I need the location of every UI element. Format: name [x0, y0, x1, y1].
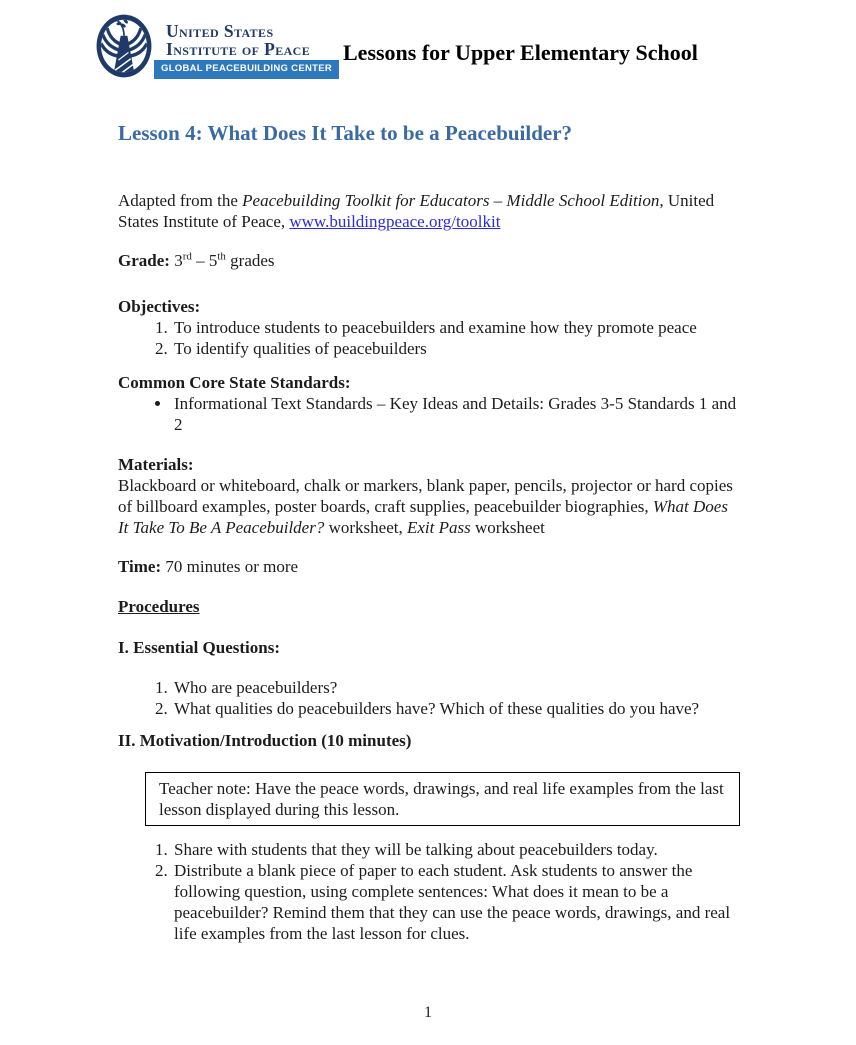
grade-value-3: grades	[225, 251, 275, 270]
procedures-heading: Procedures	[118, 597, 200, 616]
objectives-list	[118, 317, 740, 359]
materials-section	[118, 454, 740, 538]
adapted-text-1: Adapted from the	[118, 191, 243, 210]
time-label: Time:	[118, 557, 162, 576]
list-item: 2. To identify qualities of peacebuilders	[172, 338, 740, 359]
adapted-italic-title: Peacebuilding Toolkit for Educators – Middle School Edition	[242, 191, 660, 210]
adapted-text-2: , United States Institute of Peace,	[118, 191, 715, 231]
list-item: • Informational Text Standards – Key Ideas and Details: Grades 3-5 Standards 1 and 2	[172, 393, 740, 435]
materials-text-1: Blackboard or whiteboard, chalk or markers, blank paper, pencils, projector or hard copies of billboard examples, poster boards, craft supplies, peacebuilder biographies,	[118, 476, 733, 516]
essential-questions-section	[118, 637, 740, 719]
grade-value-2: – 5	[191, 251, 218, 270]
materials-italic-2: Exit Pass	[406, 518, 471, 537]
common-core-section	[118, 372, 740, 435]
usip-org-line1: United States	[166, 21, 274, 41]
common-core-list	[118, 393, 740, 435]
usip-org-name	[154, 22, 339, 58]
header-title: Lessons for Upper Elementary School	[343, 40, 698, 65]
materials-label: Materials:	[118, 455, 194, 474]
list-item: 1. Who are peacebuilders?	[172, 677, 740, 698]
time-value: 70 minutes or more	[161, 557, 299, 576]
teacher-note-box	[145, 772, 740, 826]
list-item: 1. Share with students that they will be talking about peacebuilders today.	[172, 839, 740, 860]
adapted-from-paragraph	[118, 190, 740, 232]
motivation-heading: II. Motivation/Introduction (10 minutes)	[118, 731, 412, 750]
grade-label: Grade:	[118, 251, 170, 270]
usip-logo	[96, 14, 339, 79]
objectives-label: Objectives:	[118, 297, 201, 316]
objectives-section	[118, 296, 740, 359]
materials-text-2: worksheet,	[324, 518, 407, 537]
document-body	[118, 120, 740, 944]
motivation-section	[118, 730, 740, 944]
teacher-note-text: Teacher note: Have the peace words, drawings, and real life examples from the last lesson displayed during this lesson.	[159, 779, 724, 819]
grade-value-1: 3	[169, 251, 183, 270]
usip-logo-text	[154, 22, 339, 79]
list-item: 2. What qualities do peacebuilders have? Which of these qualities do you have?	[172, 698, 740, 719]
list-item: 1. To introduce students to peacebuilders and examine how they promote peace	[172, 317, 740, 338]
materials-italic-1: What Does It Take To Be A Peacebuilder?	[118, 497, 728, 537]
time-line	[118, 556, 740, 577]
usip-org-line2: Institute of Peace	[166, 39, 311, 59]
materials-paragraph	[118, 475, 740, 538]
list-item: 2. Distribute a blank piece of paper to each student. Ask students to answer the following question, using complete sentences: What does it mean to be a peacebuilder? Remind them that they can use the peace words, drawings, and real life examples from the last lesson for clues.	[172, 860, 740, 944]
grade-sup-2: th	[217, 250, 226, 263]
essential-questions-list	[118, 677, 740, 719]
usip-banner: GLOBAL PEACEBUILDING CENTER	[154, 60, 339, 79]
grade-line	[118, 250, 740, 271]
grade-sup-1: rd	[182, 250, 192, 263]
motivation-steps-list	[118, 839, 740, 944]
lesson-title: Lesson 4: What Does It Take to be a Peacebuilder?	[118, 121, 573, 145]
common-core-label: Common Core State Standards:	[118, 373, 351, 392]
page-number: 1	[424, 1004, 432, 1021]
usip-emblem-icon	[96, 14, 152, 78]
materials-text-3: worksheet	[470, 518, 545, 537]
toolkit-link[interactable]: www.buildingpeace.org/toolkit	[289, 212, 501, 231]
essential-questions-heading: I. Essential Questions:	[118, 638, 280, 657]
